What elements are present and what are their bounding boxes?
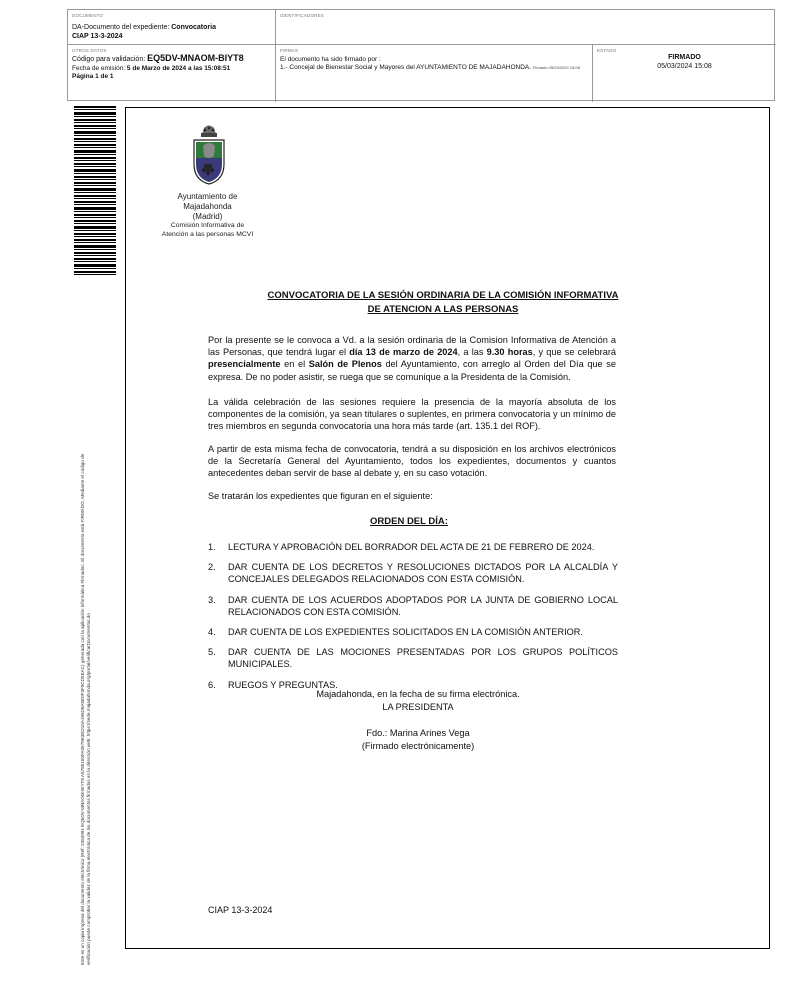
closing-block xyxy=(258,688,578,713)
agenda-item xyxy=(208,541,618,553)
p1-text-a: Por la presente se le convoca a Vd. a la sesión ordinaria de la Comision Informativa de Atención a las Personas, que tendrá lugar el xyxy=(208,335,616,358)
estado-label: ESTADO xyxy=(597,48,617,53)
agenda-item xyxy=(208,646,618,670)
title-line1: CONVOCATORIA DE LA SESIÓN ORDINARIA DE LA COMISIÓN INFORMATIVA xyxy=(267,290,619,301)
identificadores-label: IDENTIFICADORES xyxy=(280,13,325,18)
signature-note: (Firmado electrónicamente) xyxy=(361,740,475,751)
paragraph-documents: A partir de esta misma fecha de convocatoria, tendrá a su disposición en los archivos electrónicos de la Secretaría General del Ayuntamiento, todos los expedientes, documentos y cuantos antecedentes deban servir de base al debate y, en su caso votación. xyxy=(208,444,616,479)
documento-cell xyxy=(68,10,276,45)
side-text-line2: verificación puede comprobar la validez de la firma electrónica de los documentos firmados en la dirección web: https://sede.majadahonda.org/portal/verificarDocumentos.do xyxy=(86,613,91,965)
p1-text-c: , a las xyxy=(457,347,487,358)
agenda-item-text: DAR CUENTA DE LOS ACUERDOS ADOPTADOS POR LA JUNTA DE GOBIERNO LOCAL RELACIONADOS CON ESTA COMISIÓN. xyxy=(228,594,618,617)
org-line4: Comisión Informativa de xyxy=(170,222,245,229)
documento-label: DOCUMENTO xyxy=(72,13,104,18)
emission-date-line xyxy=(72,65,271,73)
paragraph-intro-agenda: Se tratarán los expedientes que figuran en el siguiente: xyxy=(208,491,433,501)
documento-reference: CIAP 13-3-2024 xyxy=(72,32,123,40)
agenda-item-text: RUEGOS Y PREGUNTAS. xyxy=(228,679,338,690)
estado-date: 05/03/2024 15:08 xyxy=(657,62,712,70)
agenda-item-text: DAR CUENTA DE LOS EXPEDIENTES SOLICITADOS EN LA COMISIÓN ANTERIOR. xyxy=(228,627,583,638)
coat-of-arms-logo xyxy=(190,124,228,186)
signer-line xyxy=(280,64,588,72)
title-line2: DE ATENCION A LAS PERSONAS xyxy=(367,304,519,315)
firmas-intro: El documento ha sido firmado por : xyxy=(280,56,381,63)
closing-place-date: Majadahonda, en la fecha de su firma electrónica. xyxy=(316,689,520,699)
validation-code[interactable]: EQ5DV-MNAOM-BIYT8 xyxy=(147,53,244,63)
agenda-item-number: 1. xyxy=(208,542,216,552)
org-line3: (Madrid) xyxy=(192,212,223,221)
meeting-mode: presencialmente xyxy=(208,359,281,370)
organization-block xyxy=(145,192,270,239)
emission-date-label: Fecha de emisión: xyxy=(72,64,127,72)
otros-datos-cell xyxy=(68,45,276,102)
org-line2: Majadahonda xyxy=(183,202,232,211)
estado-cell xyxy=(593,45,776,102)
org-line1: Ayuntamiento de xyxy=(177,192,238,201)
closing-role: LA PRESIDENTA xyxy=(382,701,454,712)
p1-text-g: en el xyxy=(280,359,309,370)
validation-code-label: Código para validación: xyxy=(72,56,148,63)
agenda-item xyxy=(208,626,618,638)
org-line5: Atención a las personas MCVI xyxy=(161,230,254,238)
estado-status: FIRMADO xyxy=(668,54,701,61)
verification-side-text xyxy=(80,305,92,965)
agenda-list xyxy=(208,541,618,699)
firmas-cell xyxy=(276,45,593,102)
validation-code-line xyxy=(72,54,271,65)
side-text-line1: Este es un copia impresa del documento electrónico (Ref: 2353991 EQ5DV-MNAOM-BIYT8 A5785150FA0579E3ED10A195D8A5E0F3F9CD5EAC) generada con la aplicación informática Firmadoc. El documento está FIRMADO. Mediante el código de xyxy=(80,453,85,965)
agenda-item-number: 4. xyxy=(208,627,216,638)
meeting-place: Salón de Plenos xyxy=(308,359,382,370)
document-title xyxy=(258,289,628,317)
agenda-item xyxy=(208,594,618,618)
agenda-heading: ORDEN DEL DÍA: xyxy=(370,516,448,527)
agenda-item-number: 3. xyxy=(208,594,216,605)
meeting-time: 9.30 horas xyxy=(486,347,533,358)
paragraph-quorum: La válida celebración de las sesiones requiere la presencia de la mayoría absoluta de los componentes de la comisión, ya sean titulares o suplentes, en primera convocatoria y un mínimo de tres miembros en segunda convocatoria una hora más tarde (art. 135.1 del ROF). xyxy=(208,397,616,432)
documento-line xyxy=(72,24,271,33)
signer-name: 1.- Concejal de Bienestar Social y Mayores del AYUNTAMIENTO DE MAJADAHONDA. xyxy=(280,64,532,71)
agenda-item-text: DAR CUENTA DE LOS DECRETOS Y RESOLUCIONES DICTADOS POR LA ALCALDÍA Y CONCEJALES DELEGADOS RELACIONADOS CON ESTA COMISIÓN. xyxy=(228,562,618,585)
firmas-label: FIRMAS xyxy=(280,48,299,53)
documento-type: Convocatoria xyxy=(171,24,216,31)
documento-text: DA-Documento del expediente: xyxy=(72,24,172,31)
otros-datos-label: OTROS DATOS xyxy=(72,48,107,53)
signature-name: Fdo.: Marina Arines Vega xyxy=(366,728,470,738)
document-footer: CIAP 13-3-2024 xyxy=(208,905,273,915)
agenda-item xyxy=(208,561,618,585)
agenda-item-number: 5. xyxy=(208,647,216,658)
p1-text-e: , y que se celebrará xyxy=(532,347,616,358)
signature-block xyxy=(258,727,578,752)
agenda-item-number: 2. xyxy=(208,562,216,573)
emission-date: 5 de Marzo de 2024 a las 15:08:51 xyxy=(126,64,231,72)
meeting-date: día 13 de marzo de 2024 xyxy=(349,347,458,358)
p1-text-i: del Ayuntamiento, con arreglo al Orden del Día que se expresa. De no poder asistir, se ruega que se comunique a la Presidenta de la Comisión. xyxy=(208,359,616,382)
agenda-item-text: LECTURA Y APROBACIÓN DEL BORRADOR DEL ACTA DE 21 DE FEBRERO DE 2024. xyxy=(228,542,595,552)
agenda-item-number: 6. xyxy=(208,679,216,690)
barcode xyxy=(74,106,116,276)
agenda-item-text: DAR CUENTA DE LAS MOCIONES PRESENTADAS POR LOS GRUPOS POLÍTICOS MUNICIPALES. xyxy=(228,647,618,670)
document-metadata-table xyxy=(67,9,775,101)
page-count: Página 1 de 1 xyxy=(72,72,114,80)
identificadores-cell xyxy=(276,10,776,45)
paragraph-convocation xyxy=(208,334,616,383)
signer-date: Firmado 05/03/2024 15:08 xyxy=(532,65,580,70)
